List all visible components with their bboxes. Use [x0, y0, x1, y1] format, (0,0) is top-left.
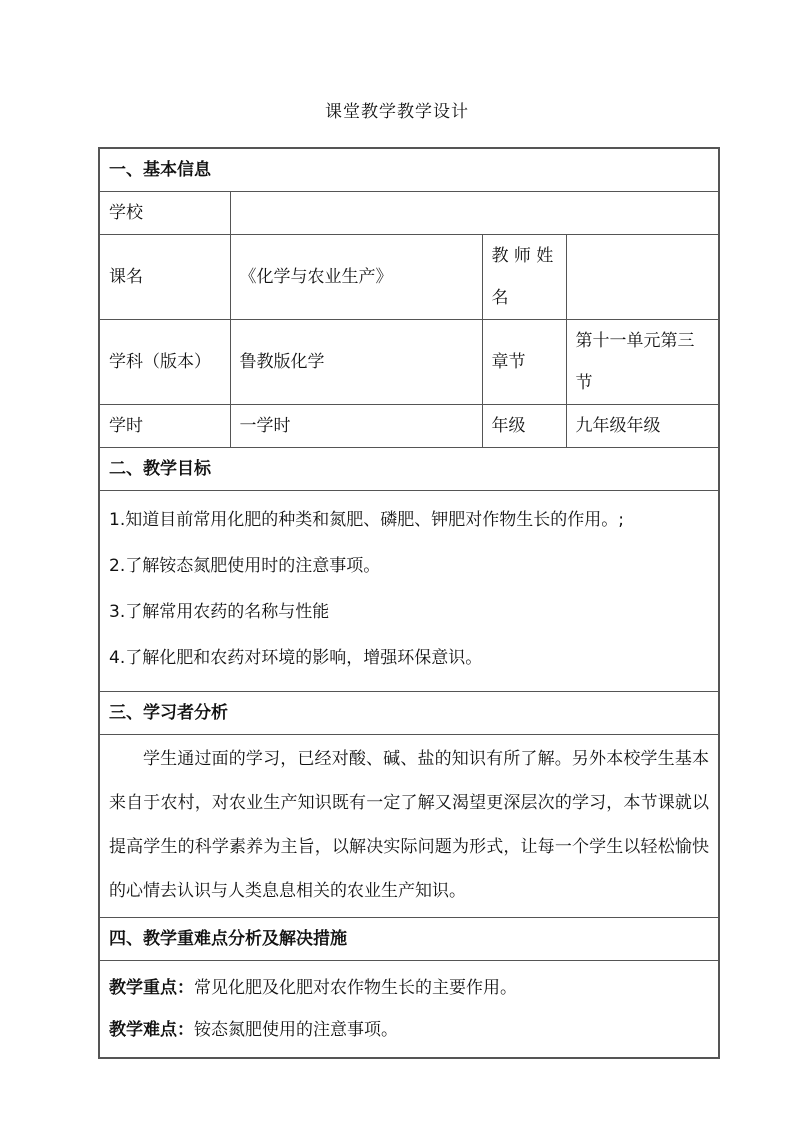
lesson-plan-table	[98, 147, 720, 1059]
teacher-name-value	[566, 235, 719, 320]
difficult-point-label: 教学难点：	[109, 1020, 194, 1040]
hours-value: 一学时	[230, 405, 482, 448]
school-label: 学校	[99, 192, 230, 235]
school-value	[230, 192, 719, 235]
chapter-value: 第十一单元第三节	[566, 320, 719, 405]
section-goals-heading: 二、教学目标	[99, 448, 719, 491]
section-learner-analysis-heading: 三、学习者分析	[99, 692, 719, 735]
document-title: 课堂教学教学设计	[325, 102, 469, 122]
grade-value: 九年级年级	[566, 405, 719, 448]
course-label: 课名	[99, 235, 230, 320]
goal-item: 4.了解化肥和农药对环境的影响，增强环保意识。	[109, 648, 483, 668]
key-point-label: 教学重点：	[109, 978, 194, 998]
chapter-label: 章节	[482, 320, 566, 405]
key-points-cell	[99, 961, 719, 1059]
difficult-point-text: 铵态氮肥使用的注意事项。	[194, 1020, 398, 1040]
section-basic-info-heading: 一、基本信息	[99, 148, 719, 192]
difficult-point-row	[109, 1009, 709, 1051]
hours-label: 学时	[99, 405, 230, 448]
key-point-row	[109, 967, 709, 1009]
teacher-name-label: 教 师 姓 名	[482, 235, 566, 320]
goals-list	[99, 491, 719, 692]
goal-item: 3.了解常用农药的名称与性能	[109, 602, 330, 622]
course-value: 《化学与农业生产》	[230, 235, 482, 320]
learner-analysis-paragraph: 学生通过面的学习，已经对酸、碱、盐的知识有所了解。另外本校学生基本来自于农村，对农业生产知识既有一定了解又渴望更深层次的学习，本节课就以提高学生的科学素养为主旨，以解决实际问题为形式，让每一个学生以轻松愉快的心情去认识与人类息息相关的农业生产知识。	[109, 749, 709, 901]
goal-item: 2.了解铵态氮肥使用时的注意事项。	[109, 556, 381, 576]
subject-label: 学科（版本）	[99, 320, 230, 405]
learner-analysis-cell	[99, 735, 719, 918]
goal-item: 1.知道目前常用化肥的种类和氮肥、磷肥、钾肥对作物生长的作用。;	[109, 510, 624, 530]
subject-value: 鲁教版化学	[230, 320, 482, 405]
grade-label: 年级	[482, 405, 566, 448]
section-key-points-heading: 四、教学重难点分析及解决措施	[99, 918, 719, 961]
key-point-text: 常见化肥及化肥对农作物生长的主要作用。	[194, 978, 517, 998]
